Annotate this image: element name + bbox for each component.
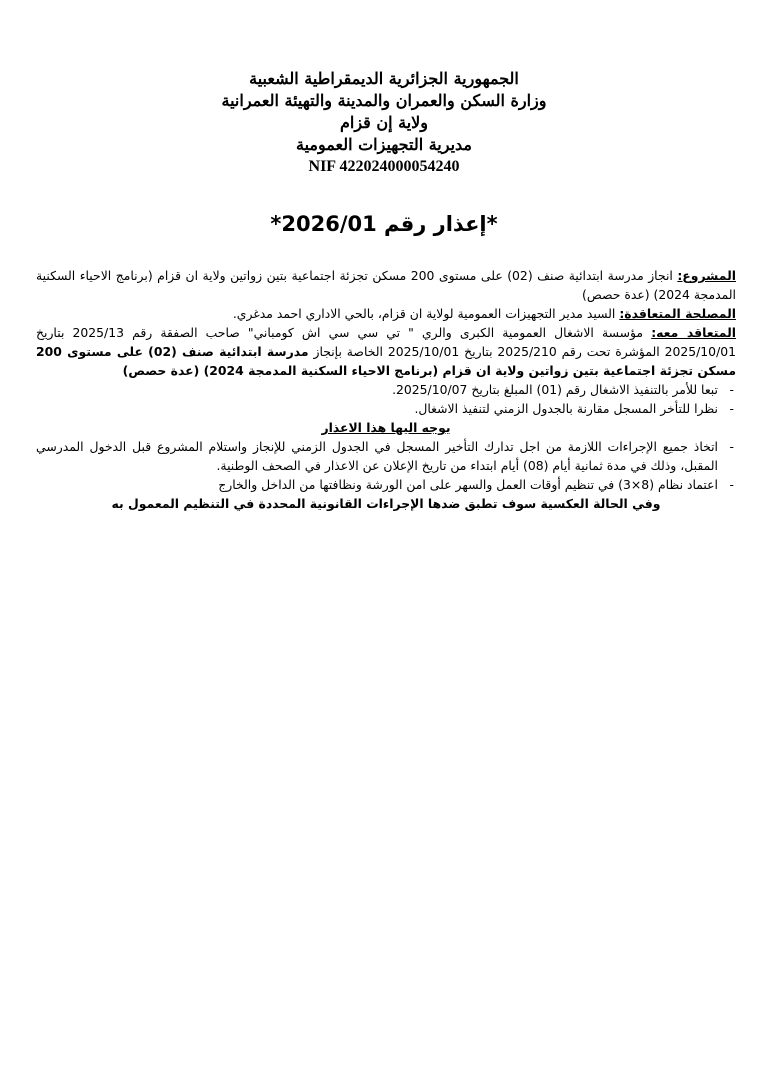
wilaya-name: ولاية إن قزام — [339, 113, 429, 132]
contractor-text: مؤسسة الاشغال العمومية الكبرى والري " تي سي سي اش كومباني" صاحب الصفقة رقم 2025/13 بتاريخ 2025/10/01 المؤشرة تحت رقم 2025/210 بتاريخ 2025/10/01 الخاصة بإنجاز — [36, 325, 737, 359]
letterhead — [0, 68, 768, 178]
addressed-heading: يوجه اليها هذا الاعذار — [321, 420, 451, 435]
directorate-name: مديرية التجهيزات العمومية — [296, 135, 472, 154]
list-item: - نظرا للتأخر المسجل مقارنة بالجدول الزمني لتنفيذ الاشغال. — [36, 399, 718, 418]
list-item: - تبعا للأمر بالتنفيذ الاشغال رقم (01) المبلغ بتاريخ 2025/10/07. — [36, 380, 718, 399]
contracting-label: المصلحة المتعاقدة: — [619, 306, 736, 321]
contracting-text: السيد مدير التجهيزات العمومية لولاية ان قزام، بالحي الاداري احمد مدغري. — [232, 306, 620, 321]
contractor-label: المتعاقد معه: — [651, 325, 736, 340]
contractor-project-bold: مدرسة ابتدائية صنف (02) على مستوى 200 مسكن تجزئة اجتماعية بتين زواتين ولاية ان قزام (برنامج الاحياء السكنية المدمجة 2024) (عدة حصص) — [36, 344, 736, 378]
list-item: - اتخاذ جميع الإجراءات اللازمة من اجل تدارك التأخير المسجل في الجدول الزمني للإنجاز واستلام المشروع قبل الدخول المدرسي المقبل، وذلك في مدة ثمانية أيام (08) أيام ابتداء من تاريخ الإعلان عن الاعذار في الصحف الوطنية. — [36, 437, 718, 475]
list-item: - اعتماد نظام (8×3) في تنظيم أوقات العمل والسهر على امن الورشة ونظافتها من الداخل والخارج — [36, 475, 718, 494]
contracting-paragraph — [36, 304, 736, 323]
ministry-name: وزارة السكن والعمران والمدينة والتهيئة العمرانية — [221, 91, 547, 110]
nif-number: NIF 422024000054240 — [308, 158, 460, 175]
project-text: انجاز مدرسة ابتدائية صنف (02) على مستوى 200 مسكن تجزئة اجتماعية بتين زواتين ولاية ان قزام (برنامج الاحياء السكنية المدمجة 2024) (عدة حصص) — [36, 268, 736, 302]
closing-statement: وفي الحالة العكسية سوف تطبق ضدها الإجراءات القانونية المحددة في التنظيم المعمول به — [111, 496, 661, 511]
notice-title: *إعذار رقم 2026/01* — [270, 212, 498, 236]
requirements-list — [36, 437, 736, 494]
notice-body — [36, 266, 736, 513]
republic-name: الجمهورية الجزائرية الديمقراطية الشعبية — [249, 69, 519, 88]
contractor-paragraph — [36, 323, 736, 380]
project-label: المشروع: — [677, 268, 736, 283]
reasons-list — [36, 380, 736, 418]
project-paragraph — [36, 266, 736, 304]
